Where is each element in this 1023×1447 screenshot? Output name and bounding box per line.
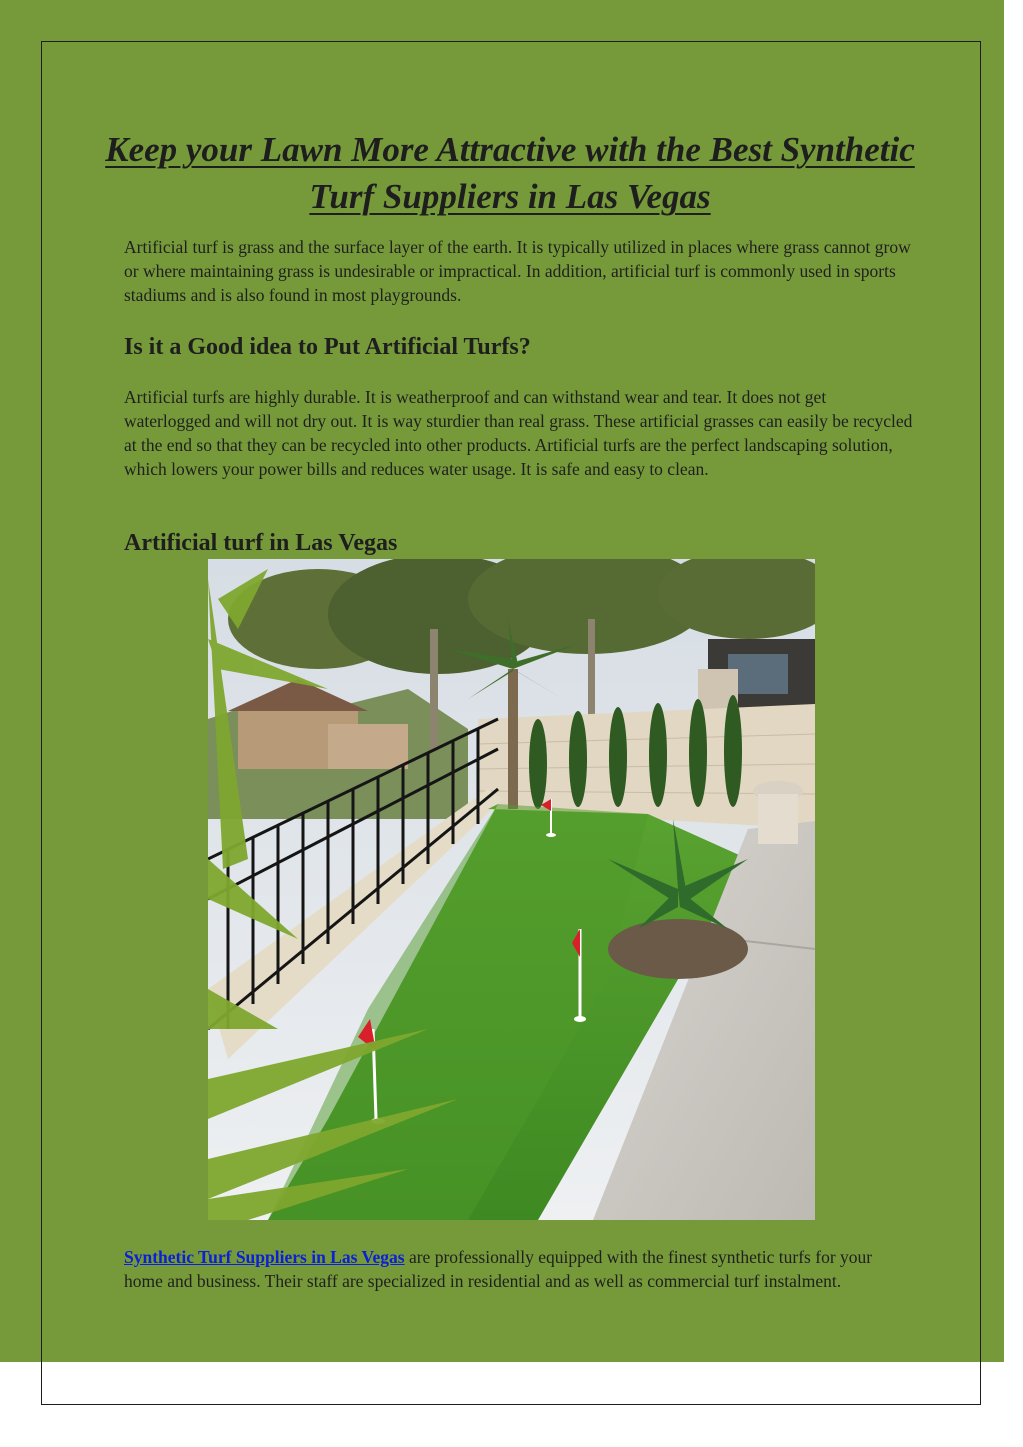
synthetic-turf-suppliers-link[interactable]: Synthetic Turf Suppliers in Las Vegas: [124, 1247, 405, 1267]
closing-text: are professionally equipped with the finest synthetic turfs for your home and business. Their staff are specialized in residential and as well as commercial turf instalment.: [124, 1247, 873, 1291]
section-heading-las-vegas: Artificial turf in Las Vegas: [124, 530, 398, 556]
intro-paragraph: Artificial turf is grass and the surface layer of the earth. It is typically utilized in places where grass cannot grow or where maintaining grass is undesirable or impractical. In addition, artificial turf is commonly used in sports stadiums and is also found in most playgrounds.: [124, 237, 911, 305]
putting-green-photo: [208, 559, 815, 1220]
section-heading-good-idea: Is it a Good idea to Put Artificial Turfs?: [124, 334, 531, 360]
durability-paragraph: Artificial turfs are highly durable. It is weatherproof and can withstand wear and tear. It does not get waterlogged and will not dry out. It is way sturdier than real grass. These artificial grasses can easily be recycled at the end so that they can be recycled into other products. Artificial turfs are the perfect landscaping solution, which lowers your power bills and reduces water usage. It is safe and easy to clean.: [124, 387, 913, 479]
closing-paragraph: [124, 1245, 914, 1293]
page-title: Keep your Lawn More Attractive with the Best Synthetic Turf Suppliers in Las Vegas: [105, 130, 915, 216]
